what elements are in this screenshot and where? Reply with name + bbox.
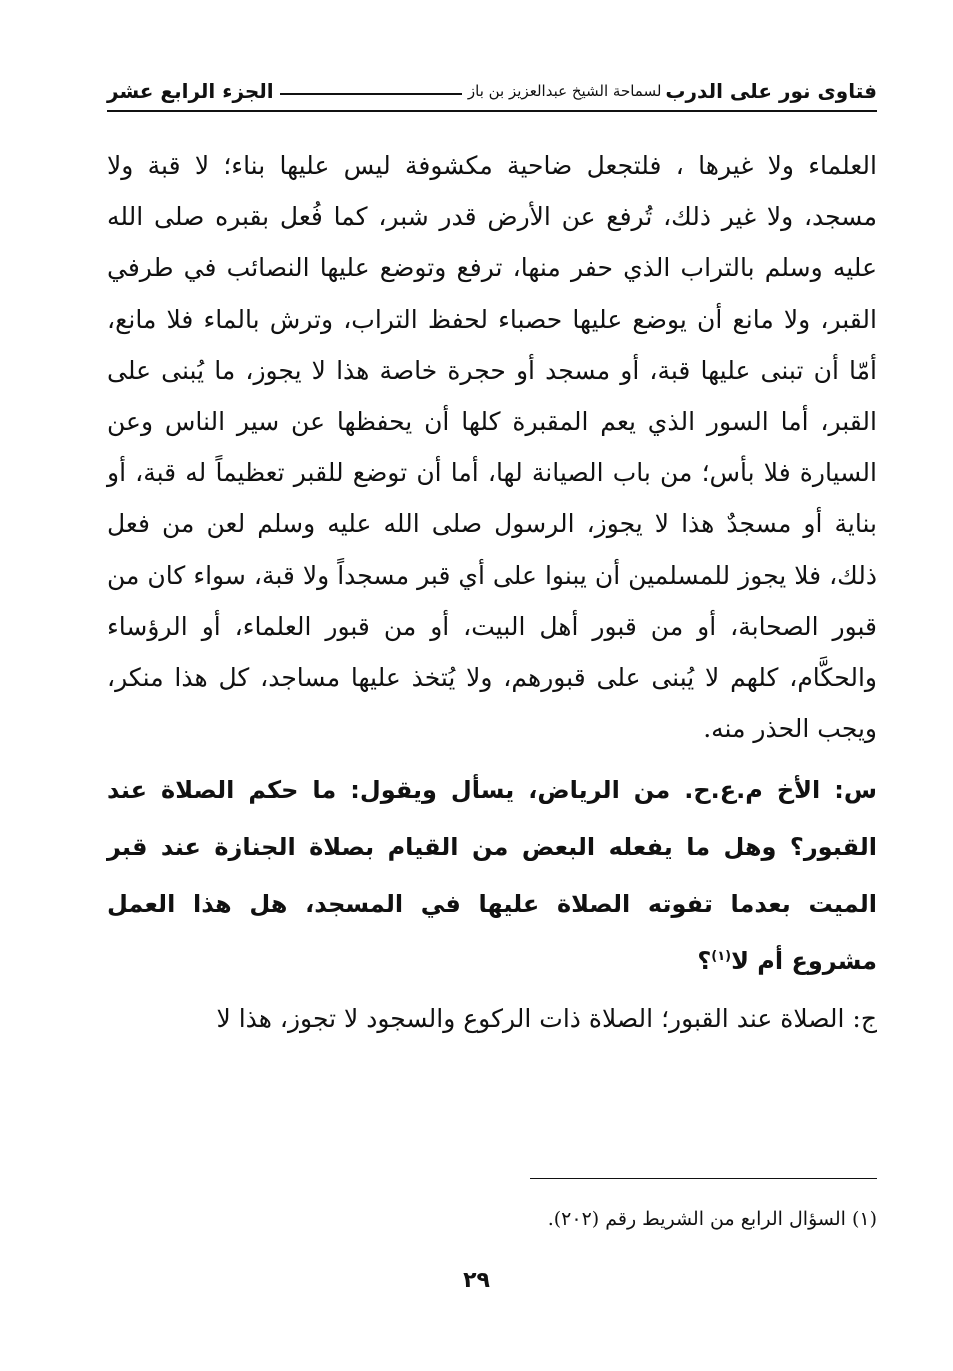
series-title: فتاوى نور على الدرب	[665, 79, 877, 103]
running-header	[107, 76, 877, 106]
question-mark: ؟	[697, 947, 712, 976]
footnote-separator	[530, 1178, 877, 1179]
volume-title: الجزء الرابع عشر	[107, 79, 274, 103]
footnote: (١) السؤال الرابع من الشريط رقم (٢٠٢).	[547, 1208, 877, 1230]
question-paragraph	[107, 762, 877, 990]
footnote-reference: (١)	[711, 949, 732, 965]
author-line: لسماحة الشيخ عبدالعزيز بن باز	[467, 82, 662, 100]
answer-paragraph: ج: الصلاة عند القبور؛ الصلاة ذات الركوع والسجود لا تجوز، هذا لا	[216, 1004, 877, 1034]
header-dash-rule	[280, 93, 462, 95]
page-body	[107, 140, 877, 1044]
previous-answer-paragraph: العلماء ولا غيرها ، فلتجعل ضاحية مكشوفة ليس عليها بناء؛ لا قبة ولا مسجد، ولا غير ذلك، تُرفع عن الأرض قدر شبر، كما فُعل بقبره صلى الله عليه وسلم بالتراب الذي حفر منها، ترفع وتوضع عليها النصائب في طرفي القبر، ولا مانع أن يوضع عليها حصباء لحفظ التراب، وترش بالماء فلا مانع، أمّا أن تبنى عليها قبة، أو مسجد أو حجرة خاصة هذا لا يجوز، ما يُبنى على القبر، أما السور الذي يعم المقبرة كلها أن يحفظها عن سير الناس وعن السيارة فلا بأس؛ من باب الصيانة لها، أما أن توضع للقبر تعظيماً له قبة، أو بناية أو مسجدٌ هذا لا يجوز، الرسول صلى الله عليه وسلم لعن من فعل ذلك، فلا يجوز للمسلمين أن يبنوا على أي قبر مسجداً ولا قبة، سواء كان من قبور الصحابة، أو من قبور أهل البيت، أو من قبور العلماء، أو الرؤساء والحكَّام، كلهم لا يُبنى على قبورهم، ولا يُتخذ عليها مساجد، كل هذا منكر، ويجب الحذر منه.	[107, 151, 877, 744]
page-number: ٢٩	[463, 1268, 490, 1293]
header-underline	[107, 110, 877, 112]
question-text: س: الأخ م.ع.ح. من الرياض، يسأل ويقول: ما حكم الصلاة عند القبور؟ وهل ما يفعله البعض من القيام بصلاة الجنازة عند قبر الميت بعدما تفوته الصلاة عليها في المسجد، هل هذا العمل مشروع أم لا	[107, 776, 877, 976]
